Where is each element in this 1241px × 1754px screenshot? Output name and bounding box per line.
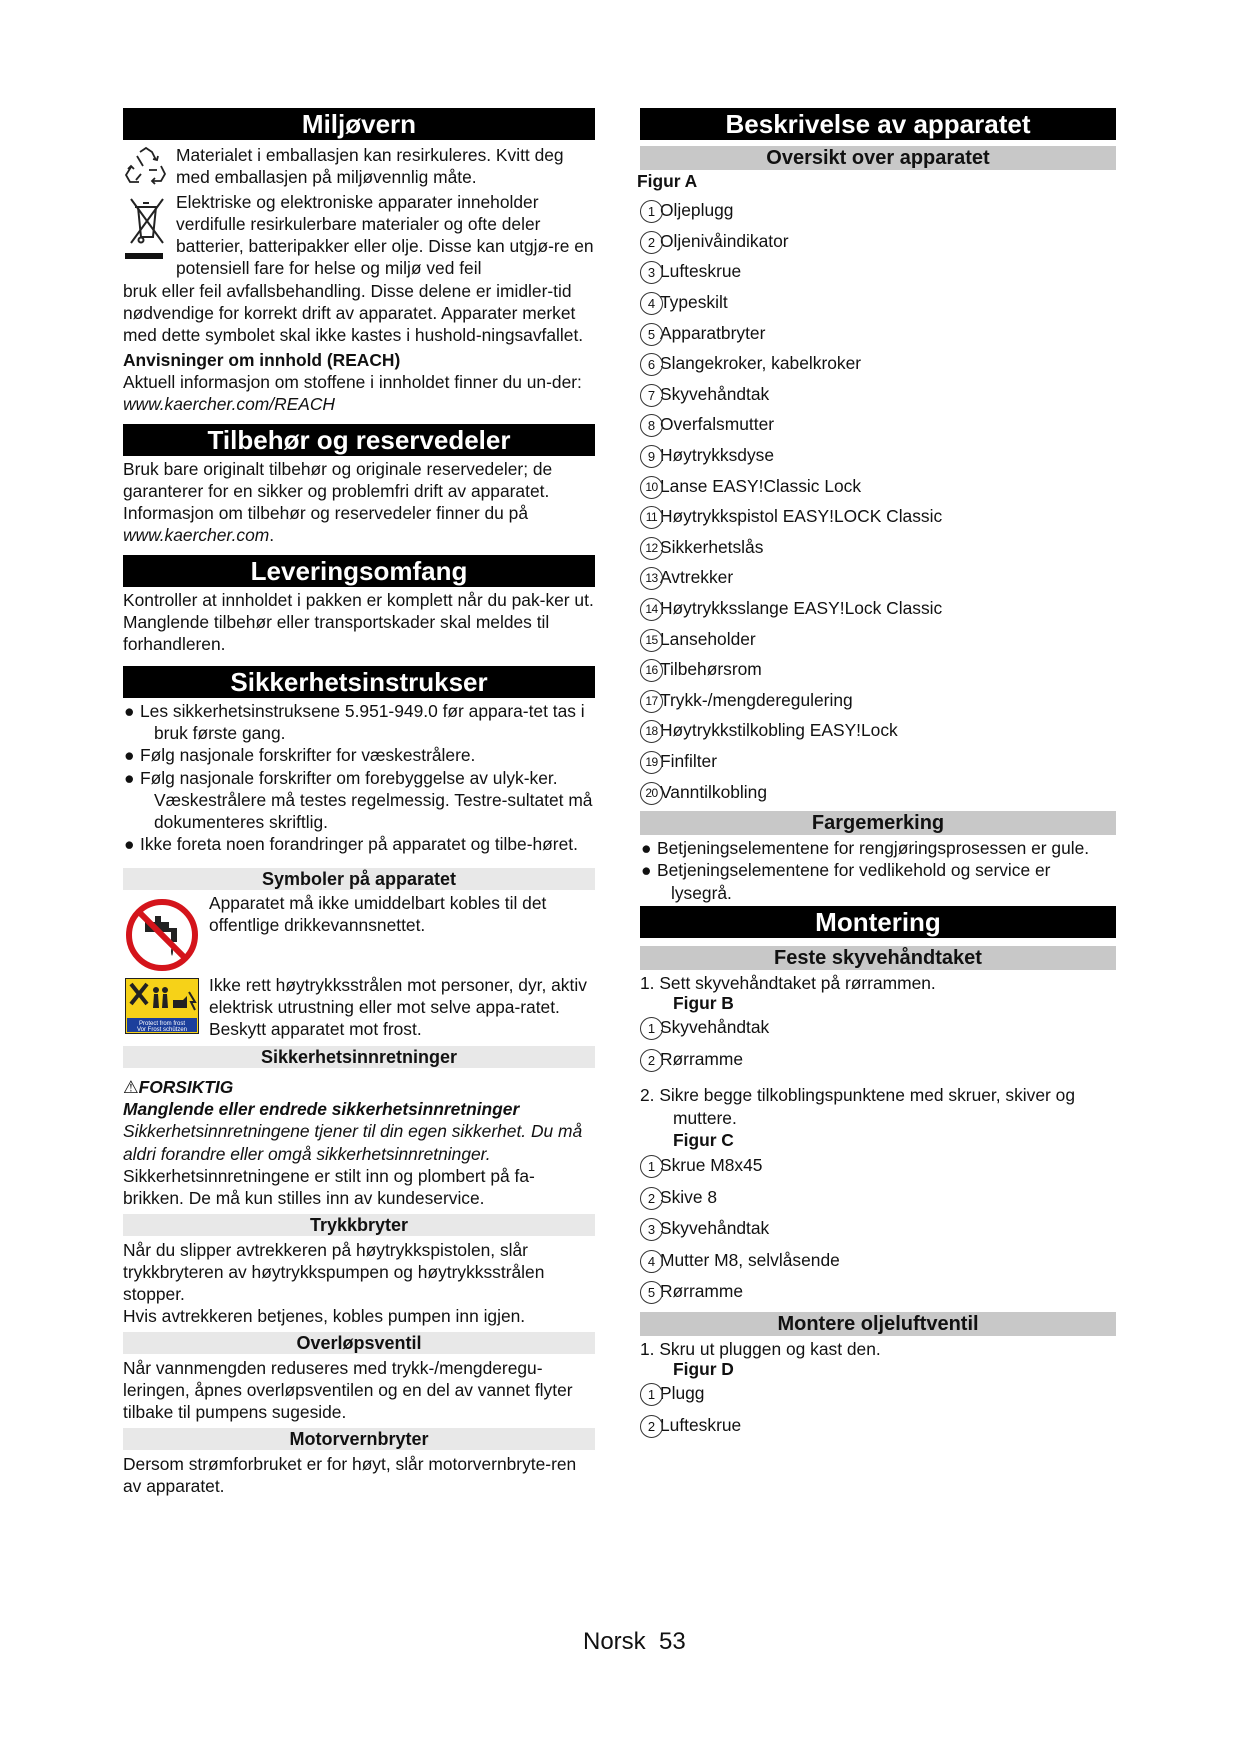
recycle-paragraph [123, 144, 595, 189]
overlop-text: Når vannmengden reduseres med trykk-/mengderegu-leringen, åpnes overløpsventilen og en del av vannet flyter tilbake til pumpens sugeside. [123, 1357, 573, 1423]
callout-number: 11 [640, 506, 663, 529]
list-item [640, 1382, 1116, 1414]
list-item [640, 566, 1116, 597]
step-olje-1: 1. Skru ut pluggen og kast den. [640, 1338, 881, 1359]
callout-label: Finfilter [660, 750, 718, 771]
packaging-text: Materialet i emballasjen kan resirkuleres. Kvitt deg med emballasjen på miljøvennlig måte. [176, 145, 564, 188]
callout-number: 2 [640, 231, 663, 254]
callout-label: Tilbehørsrom [660, 659, 762, 680]
heading-sikkerhetsinstrukser: Sikkerhetsinstrukser [123, 666, 595, 698]
callout-label: Høytrykkspistol EASY!LOCK Classic [660, 506, 943, 527]
right-column [637, 108, 1116, 1446]
list-item [640, 597, 1116, 628]
heading-montering: Montering [640, 906, 1116, 938]
figure-d-list [640, 1382, 1116, 1446]
heading-sikkerhetsinnretninger: Sikkerhetsinnretninger [123, 1046, 595, 1068]
list-item [640, 475, 1116, 506]
callout-number: 1 [640, 200, 663, 223]
callout-label: Oljeplugg [660, 200, 734, 221]
list-item [640, 1217, 1116, 1249]
recycle-icon [123, 146, 169, 195]
callout-label: Slangekroker, kabelkroker [660, 353, 862, 374]
color-bullet-list [640, 837, 1116, 904]
figure-b-label: Figur B [673, 993, 734, 1014]
callout-number: 15 [640, 629, 663, 652]
callout-number: 20 [640, 782, 663, 805]
callout-label: Rørramme [660, 1049, 744, 1070]
list-item [640, 505, 1116, 536]
heading-overlopsventil: Overløpsventil [123, 1332, 595, 1354]
trykk-text-1: Når du slipper avtrekkeren på høytrykkspistolen, slår trykkbryteren av høytrykkspumpen og høytrykksstrålen stopper. [123, 1239, 545, 1305]
reach-heading: Anvisninger om innhold (REACH) [123, 349, 401, 370]
heading-miljovern: Miljøvern [123, 108, 595, 140]
heading-oversikt: Oversikt over apparatet [640, 146, 1116, 170]
list-item [640, 444, 1116, 475]
callout-number: 2 [640, 1415, 663, 1438]
symbol-drinking-water [123, 892, 595, 970]
left-column [123, 108, 595, 1497]
list-item [640, 658, 1116, 689]
high-pressure-warning-icon [125, 978, 199, 1039]
list-item [640, 230, 1116, 261]
callout-number: 6 [640, 353, 663, 376]
list-item: ● Betjeningselementene for rengjøringsprosessen er gule. [641, 838, 1090, 859]
callout-number: 3 [640, 1218, 663, 1241]
callout-label: Avtrekker [660, 567, 734, 588]
kaercher-link[interactable]: www.kaercher.com [123, 525, 270, 546]
callout-number: 4 [640, 1250, 663, 1273]
callout-label: Høytrykksslange EASY!Lock Classic [660, 598, 943, 619]
callout-label: Skyvehåndtak [660, 1017, 770, 1038]
figure-a-label: Figur A [637, 171, 698, 191]
list-item [640, 260, 1116, 291]
callout-label: Mutter M8, selvlåsende [660, 1249, 840, 1270]
heading-montere-oljeluftventil: Montere oljeluftventil [640, 1312, 1116, 1336]
heading-leveringsomfang: Leveringsomfang [123, 555, 595, 587]
callout-number: 5 [640, 323, 663, 346]
callout-number: 16 [640, 659, 663, 682]
heading-trykkbryter: Trykkbryter [123, 1214, 595, 1236]
callout-number: 8 [640, 414, 663, 437]
callout-number: 1 [640, 1155, 663, 1178]
warning-heading: Manglende eller endrede sikkerhetsinnretninger [123, 1099, 520, 1120]
callout-number: 13 [640, 567, 663, 590]
heading-symboler: Symboler på apparatet [123, 868, 595, 890]
weee-text-cont: bruk eller feil avfallsbehandling. Disse delene er imidler-tid nødvendige for korrekt drift av apparatet. Apparater merket med dette symbolet skal ikke kastes i hushold-ningsavfallet. [123, 280, 584, 346]
heading-fargemerking: Fargemerking [640, 811, 1116, 835]
callout-label: Sikkerhetslås [660, 536, 764, 557]
list-item [640, 689, 1116, 720]
heading-motorvernbryter: Motorvernbryter [123, 1428, 595, 1450]
callout-number: 1 [640, 1383, 663, 1406]
callout-number: 14 [640, 598, 663, 621]
callout-number: 3 [640, 261, 663, 284]
callout-label: Rørramme [660, 1281, 744, 1302]
callout-label: Skyvehåndtak [660, 383, 770, 404]
no-drinking-water-connection-icon [125, 898, 199, 977]
list-item [640, 781, 1116, 812]
list-item: ● Betjeningselementene for vedlikehold og service er lysegrå. [641, 860, 1051, 903]
list-item [640, 1154, 1116, 1186]
list-item [640, 352, 1116, 383]
svg-text:Protect from frost: Protect from frost [138, 1020, 186, 1027]
warning-triangle-icon: ⚠ [123, 1076, 139, 1097]
callout-number: 2 [640, 1049, 663, 1072]
reach-text: Aktuell informasjon om stoffene i innholdet finner du un-der: www.kaercher.com/REACH [123, 371, 582, 415]
heading-tilbehor: Tilbehør og reservedeler [123, 424, 595, 456]
callout-label: Trykk-/mengderegulering [660, 689, 853, 710]
callout-label: Vanntilkobling [660, 781, 767, 802]
callout-label: Skrue M8x45 [660, 1155, 763, 1176]
figure-b-list [640, 1016, 1116, 1080]
page-footer [583, 1628, 686, 1656]
heading-beskrivelse: Beskrivelse av apparatet [640, 108, 1116, 140]
callout-number: 2 [640, 1187, 663, 1210]
callout-label: Lufteskrue [660, 1415, 742, 1436]
list-item [640, 1048, 1116, 1080]
callout-number: 19 [640, 751, 663, 774]
list-item [640, 199, 1116, 230]
figure-c-label: Figur C [673, 1129, 734, 1150]
callout-label: Lanseholder [660, 628, 756, 649]
tilbehor-text: Bruk bare originalt tilbehør og originale reservedeler; de garanterer for en sikker og problemfri drift av apparatet. Informasjon om tilbehør og reservedeler finner du på www.kaercher.com. [123, 458, 553, 546]
weee-paragraph [123, 191, 595, 280]
callout-number: 4 [640, 292, 663, 315]
motor-text: Dersom strømforbruket er for høyt, slår motorvernbryte-ren av apparatet. [123, 1453, 577, 1496]
symbol-high-pressure [123, 974, 595, 1042]
callout-label: Skyvehåndtak [660, 1218, 770, 1239]
safety-bullet-list [123, 700, 595, 856]
page-number: 53 [659, 1628, 686, 1655]
reach-link[interactable]: www.kaercher.com/REACH [123, 394, 335, 415]
callout-label: Overfalsmutter [660, 414, 775, 435]
list-item [640, 719, 1116, 750]
callout-number: 5 [640, 1281, 663, 1304]
callout-number: 18 [640, 720, 663, 743]
weee-text: Elektriske og elektroniske apparater inneholder verdifulle resirkulerbare materialer og ofte deler batterier, batteripakker eller olje. Disse kan utgjø-re en potensiell fare for helse og miljø ved feil [176, 191, 594, 279]
step-2: 2. Sikre begge tilkoblingspunktene med skruer, skiver og muttere. [640, 1085, 1076, 1128]
step-1: 1. Sett skyvehåndtaket på rørrammen. [640, 973, 936, 994]
innretninger-text: Sikkerhetsinnretningene er stilt inn og plombert på fa-brikken. De må kun stilles inn av kundeservice. [123, 1165, 535, 1209]
callout-label: Oljenivåindikator [660, 230, 789, 251]
list-item [640, 322, 1116, 353]
list-item [640, 1414, 1116, 1446]
callout-number: 1 [640, 1017, 663, 1040]
component-list [640, 199, 1116, 811]
callout-number: 7 [640, 384, 663, 407]
figure-d-label: Figur D [673, 1359, 734, 1380]
list-item [640, 536, 1116, 567]
callout-label: Høytrykkstilkobling EASY!Lock [660, 720, 898, 741]
list-item: ● Følg nasjonale forskrifter for væskestrålere. [124, 745, 476, 766]
list-item [640, 1280, 1116, 1312]
figure-c-list [640, 1154, 1116, 1312]
list-item: ● Les sikkerhetsinstruksene 5.951-949.0 før appara-tet tas i bruk første gang. [124, 700, 585, 743]
list-item [640, 291, 1116, 322]
callout-label: Plugg [660, 1383, 705, 1404]
symbol-text-1: Apparatet må ikke umiddelbart kobles til det offentlige drikkevannsnettet. [209, 892, 547, 936]
callout-number: 9 [640, 445, 663, 468]
list-item [640, 383, 1116, 414]
callout-number: 12 [640, 537, 663, 560]
warning-text: Sikkerhetsinnretningene tjener til din egen sikkerhet. Du må aldri forandre eller omgå sikkerhetsinnretninger. [123, 1121, 583, 1164]
svg-text:Vor Frost schützen: Vor Frost schützen [136, 1026, 188, 1033]
list-item [640, 1186, 1116, 1218]
callout-number: 10 [640, 476, 663, 499]
list-item: ● Ikke foreta noen forandringer på apparatet og tilbe-høret. [124, 834, 578, 855]
callout-label: Typeskilt [660, 292, 728, 313]
callout-label: Apparatbryter [660, 322, 766, 343]
list-item [640, 628, 1116, 659]
list-item [640, 1249, 1116, 1281]
trykk-text-2: Hvis avtrekkeren betjenes, kobles pumpen inn igjen. [123, 1306, 526, 1327]
list-item: ● Følg nasjonale forskrifter om forebyggelse av ulyk-ker. Væskestrålere må testes regelmessig. Testre-sultatet må dokumenteres skriftlig. [124, 767, 593, 833]
callout-label: Lufteskrue [660, 261, 742, 282]
footer-language: Norsk [583, 1628, 646, 1655]
crossed-bin-icon [123, 193, 169, 276]
heading-feste-skyvehandtak: Feste skyvehåndtaket [640, 946, 1116, 970]
symbol-text-2: Ikke rett høytrykksstrålen mot personer, dyr, aktiv elektrisk utrustning eller mot selve appa-ratet. Beskytt apparatet mot frost. [209, 974, 587, 1040]
list-item [640, 413, 1116, 444]
callout-label: Lanse EASY!Classic Lock [660, 475, 862, 496]
levering-text: Kontroller at innholdet i pakken er komplett når du pak-ker ut. Manglende tilbehør eller transportskader skal meldes til forhandleren. [123, 589, 594, 655]
callout-number: 17 [640, 690, 663, 713]
warning-label: ⚠FORSIKTIG [123, 1076, 234, 1097]
list-item [640, 1016, 1116, 1048]
callout-label: Skive 8 [660, 1186, 718, 1207]
callout-label: Høytrykksdyse [660, 445, 775, 466]
list-item [640, 750, 1116, 781]
